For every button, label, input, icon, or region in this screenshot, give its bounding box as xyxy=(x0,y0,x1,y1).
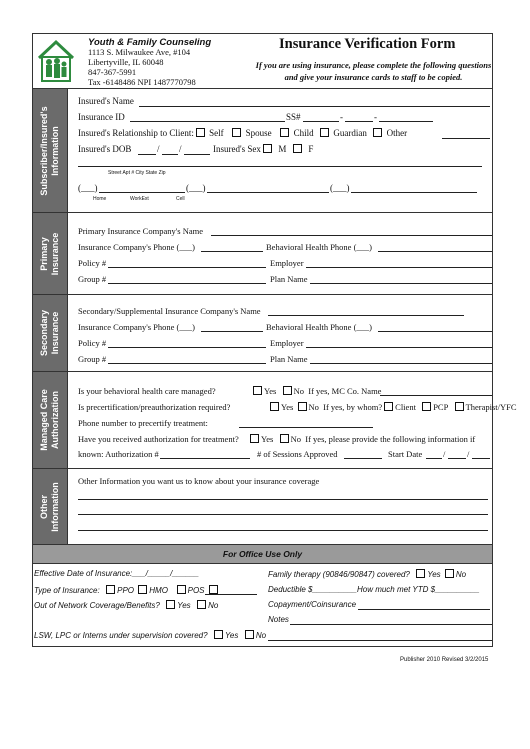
managed-sessions-field[interactable] xyxy=(344,458,382,459)
managed-q2-options: Yes No If yes, by whom? Client PCP Therapist/YFC xyxy=(268,402,517,412)
primary-employer-label: Employer xyxy=(270,258,304,268)
secondary-plan-field[interactable] xyxy=(310,363,492,364)
ssn-field-1[interactable] xyxy=(303,121,339,122)
office-copay-field[interactable] xyxy=(358,609,490,610)
ssn-label: SS# xyxy=(286,112,301,122)
sex-f-checkbox[interactable] xyxy=(293,144,302,153)
office-deductible: Deductible $__________How much met YTD $__________ xyxy=(268,585,480,594)
office-notes-field-1[interactable] xyxy=(290,624,492,625)
dob-sep-1: / xyxy=(157,144,160,154)
primary-group-field[interactable] xyxy=(108,283,266,284)
secondary-policy-field[interactable] xyxy=(108,347,266,348)
relationship-other-checkbox[interactable] xyxy=(373,128,382,137)
org-tax-npi: Tax -6148486 NPI 1487770798 xyxy=(88,77,196,87)
phone-work-field[interactable] xyxy=(207,192,329,193)
section-label-subscriber: Subscriber/Insured's Information xyxy=(33,89,67,212)
primary-company-field[interactable] xyxy=(211,235,492,236)
secondary-plan-label: Plan Name xyxy=(270,354,308,364)
dob-month-field[interactable] xyxy=(138,154,156,155)
managed-q1-label: Is your behavioral health care managed? xyxy=(78,386,216,396)
managed-q1-yes-checkbox[interactable] xyxy=(253,386,262,395)
instructions-line1: If you are using insurance, please complete the following questions xyxy=(255,60,492,70)
office-lsw-no-checkbox[interactable] xyxy=(245,630,254,639)
managed-q4-label: Have you received authorization for treatment? xyxy=(78,434,239,444)
relationship-self-checkbox[interactable] xyxy=(196,128,205,137)
org-name: Youth & Family Counseling xyxy=(88,37,212,48)
managed-q3-label: Phone number to precertify treatment: xyxy=(78,418,208,428)
relationship-row: Insured's Relationship to Client: Self Spouse Child Guardian Other xyxy=(78,128,408,138)
form-title: Insurance Verification Form xyxy=(279,36,456,52)
office-family-therapy: Family therapy (90846/90847) covered? Yes No xyxy=(268,570,467,579)
insurance-id-field[interactable] xyxy=(130,121,285,122)
managed-sessions-label: # of Sessions Approved xyxy=(257,449,338,459)
phone-cell-hint: Cell xyxy=(176,196,185,202)
secondary-employer-label: Employer xyxy=(270,338,304,348)
other-info-line-3[interactable] xyxy=(78,530,488,531)
managed-q2-yes-checkbox[interactable] xyxy=(270,402,279,411)
managed-q2-label: Is precertification/preauthorization required? xyxy=(78,402,231,412)
primary-company-label: Primary Insurance Company's Name xyxy=(78,226,203,236)
phone-cell-paren: (___) xyxy=(330,183,350,193)
office-effective-date: Effective Date of Insurance:___/_____/______ xyxy=(34,569,200,578)
phone-home-hint: Home xyxy=(93,196,107,202)
org-address-line1: 1113 S. Milwaukee Ave, #104 xyxy=(88,47,191,57)
managed-q2-therapist-checkbox[interactable] xyxy=(455,402,464,411)
ssn-dash-2: - xyxy=(374,112,377,122)
section-label-other: Other Information xyxy=(33,469,67,544)
office-copay-label: Copayment/Coinsurance xyxy=(268,600,357,609)
secondary-phone-label: Insurance Company's Phone (___) xyxy=(78,322,195,332)
managed-q1-no-checkbox[interactable] xyxy=(283,386,292,395)
managed-q4-options: Yes No If yes, please provide the following information if xyxy=(248,434,475,444)
managed-q4-no-checkbox[interactable] xyxy=(280,434,289,443)
insured-name-label: Insured's Name xyxy=(78,96,134,106)
phone-home-paren: (___) xyxy=(78,183,98,193)
dob-day-field[interactable] xyxy=(162,154,178,155)
dob-label: Insured's DOB xyxy=(78,144,132,154)
dob-sep-2: / xyxy=(179,144,182,154)
secondary-employer-field[interactable] xyxy=(306,347,492,348)
office-oon-no-checkbox[interactable] xyxy=(197,600,206,609)
relationship-child-checkbox[interactable] xyxy=(280,128,289,137)
instructions-line2: and give your insurance cards to staff to be copied. xyxy=(284,72,463,82)
section-label-primary: Primary Insurance xyxy=(33,213,67,294)
secondary-policy-label: Policy # xyxy=(78,338,107,348)
office-lsw-yes-checkbox[interactable] xyxy=(214,630,223,639)
secondary-group-field[interactable] xyxy=(108,363,266,364)
relationship-spouse-checkbox[interactable] xyxy=(232,128,241,137)
other-info-label: Other Information you want us to know about your insurance coverage xyxy=(78,476,320,486)
primary-policy-field[interactable] xyxy=(108,267,266,268)
office-type-pos-checkbox[interactable] xyxy=(177,585,186,594)
office-header: For Office Use Only xyxy=(222,549,303,559)
office-type-other-field[interactable] xyxy=(205,594,257,595)
managed-start-sep-2: / xyxy=(467,449,470,459)
secondary-company-field[interactable] xyxy=(268,315,464,316)
sex-row: Insured's Sex M F xyxy=(213,144,314,154)
managed-start-sep-1: / xyxy=(443,449,446,459)
managed-q4-known-label: known: Authorization # xyxy=(78,449,159,459)
dob-year-field[interactable] xyxy=(184,154,210,155)
managed-company-field[interactable] xyxy=(380,395,492,396)
primary-plan-label: Plan Name xyxy=(270,274,308,284)
primary-group-label: Group # xyxy=(78,274,107,284)
section-label-managed-care: Managed Care Authorization xyxy=(33,372,67,468)
managed-q4-yes-checkbox[interactable] xyxy=(250,434,259,443)
office-type-ppo-checkbox[interactable] xyxy=(106,585,115,594)
managed-start-month-field[interactable] xyxy=(426,458,442,459)
footer-revision: Publisher 2010 Revised 3/2/2015 xyxy=(400,657,489,663)
primary-plan-field[interactable] xyxy=(310,283,492,284)
ssn-field-3[interactable] xyxy=(379,121,433,122)
relationship-other-field[interactable] xyxy=(442,138,490,139)
insurance-id-label: Insurance ID xyxy=(78,112,125,122)
managed-auth-number-field[interactable] xyxy=(160,458,250,459)
other-info-line-1[interactable] xyxy=(78,499,488,500)
office-family-yes-checkbox[interactable] xyxy=(416,569,425,578)
primary-bh-phone-label: Behavioral Health Phone (___) xyxy=(266,242,372,252)
secondary-bh-phone-field[interactable] xyxy=(378,331,492,332)
insured-name-field[interactable] xyxy=(139,106,490,107)
office-type-other-checkbox[interactable] xyxy=(209,585,218,594)
secondary-group-label: Group # xyxy=(78,354,107,364)
address-field[interactable] xyxy=(78,166,482,167)
other-info-line-2[interactable] xyxy=(78,514,488,515)
secondary-bh-phone-label: Behavioral Health Phone (___) xyxy=(266,322,372,332)
managed-start-day-field[interactable] xyxy=(448,458,466,459)
phone-cell-field[interactable] xyxy=(351,192,477,193)
relationship-guardian-checkbox[interactable] xyxy=(320,128,329,137)
managed-q1-options: Yes No If yes, MC Co. Name xyxy=(251,386,381,396)
office-lsw: LSW, LPC or Interns under supervision covered? Yes No xyxy=(34,631,267,640)
phone-work-hint: WorkExt xyxy=(130,196,149,202)
phone-home-field[interactable] xyxy=(99,192,185,193)
managed-q2-no-checkbox[interactable] xyxy=(298,402,307,411)
primary-policy-label: Policy # xyxy=(78,258,107,268)
managed-start-year-field[interactable] xyxy=(472,458,490,459)
secondary-phone-field[interactable] xyxy=(201,331,263,332)
primary-employer-field[interactable] xyxy=(306,267,492,268)
ssn-dash-1: - xyxy=(340,112,343,122)
primary-bh-phone-field[interactable] xyxy=(378,251,492,252)
address-hint: Street Apt # City State Zip xyxy=(108,170,166,176)
office-oon: Out of Network Coverage/Benefits? Yes No xyxy=(34,601,219,610)
managed-start-label: Start Date xyxy=(388,449,423,459)
office-oon-yes-checkbox[interactable] xyxy=(166,600,175,609)
primary-phone-field[interactable] xyxy=(201,251,263,252)
sex-m-checkbox[interactable] xyxy=(263,144,272,153)
office-insurance-type: Type of Insurance: PPO HMO POS xyxy=(34,585,220,595)
phone-work-paren: (___) xyxy=(186,183,206,193)
org-address-line2: Libertyville, IL 60048 xyxy=(88,57,164,67)
managed-q2-pcp-checkbox[interactable] xyxy=(422,402,431,411)
managed-q2-client-checkbox[interactable] xyxy=(384,402,393,411)
office-notes-field-2[interactable] xyxy=(268,640,492,641)
office-family-no-checkbox[interactable] xyxy=(445,569,454,578)
section-label-secondary: Secondary Insurance xyxy=(33,295,67,371)
ssn-field-2[interactable] xyxy=(345,121,373,122)
office-type-hmo-checkbox[interactable] xyxy=(138,585,147,594)
org-phone: 847-367-5991 xyxy=(88,67,137,77)
secondary-company-label: Secondary/Supplemental Insurance Company's Name xyxy=(78,306,261,316)
primary-phone-label: Insurance Company's Phone (___) xyxy=(78,242,195,252)
office-notes-label: Notes xyxy=(268,615,289,624)
managed-precert-phone-field[interactable] xyxy=(239,427,373,428)
